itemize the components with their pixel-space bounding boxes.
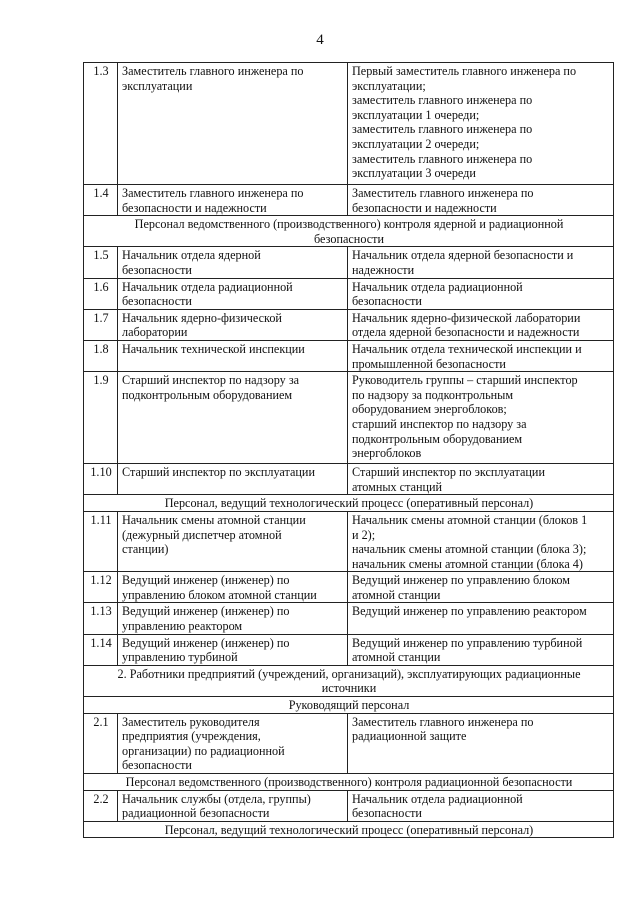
position-text: безопасности и надежности [122,200,267,215]
subdivision-text: эксплуатации 1 очереди; [352,107,480,122]
section-header-row [84,821,614,838]
position-text: Начальник службы (отдела, группы) [122,791,311,806]
subdivision-text: Начальник отдела радиационной [352,279,523,294]
subdivision-cell [348,634,614,665]
row-number: 1.6 [84,278,118,309]
table-row [84,790,614,821]
section-header-row [84,697,614,714]
page-number: 4 [316,32,324,48]
row-number: 1.13 [84,603,118,634]
position-text: Старший инспектор по эксплуатации [122,465,315,480]
subdivision-text: эксплуатации 3 очереди [352,166,476,181]
section-header [84,665,614,696]
position-cell [118,603,348,634]
position-text: лаборатории [122,325,188,340]
subdivision-cell [348,247,614,278]
subdivision-text: энергоблоков [352,446,422,461]
position-cell [118,185,348,216]
section-header-text: 2. Работники предприятий (учреждений, организаций), эксплуатирующих радиационные [117,666,581,681]
subdivision-cell [348,185,614,216]
section-header [84,216,614,247]
subdivision-text: Первый заместитель главного инженера по [352,64,577,78]
subdivision-cell [348,278,614,309]
subdivision-text: по надзору за подконтрольным [352,387,514,402]
position-cell [118,309,348,340]
table-row [84,247,614,278]
subdivision-text: заместитель главного инженера по [352,93,533,108]
section-header-text: Персонал, ведущий технологический процесс (оперативный персонал) [164,496,534,511]
row-number: 1.7 [84,309,118,340]
subdivision-cell [348,464,614,495]
table-row [84,309,614,340]
subdivision-text: атомной станции [352,587,441,602]
section-header-row [84,495,614,512]
subdivision-text: Начальник ядерно-физической лаборатории [352,310,581,325]
subdivision-text: Ведущий инженер по управлению блоком [352,573,570,588]
position-text: предприятия (учреждения, [122,729,261,744]
section-header [84,495,614,512]
position-text: радиационной безопасности [122,806,270,821]
row-number: 1.10 [84,464,118,495]
subdivision-text: заместитель главного инженера по [352,151,533,166]
position-cell [118,511,348,571]
table-row [84,464,614,495]
position-cell [118,713,348,773]
subdivision-text: Заместитель главного инженера по [352,714,534,729]
subdivision-text: оборудованием энергоблоков; [352,402,507,417]
subdivision-text: атомной станции [352,650,441,665]
row-number: 2.1 [84,713,118,773]
table-row [84,634,614,665]
subdivision-text: заместитель главного инженера по [352,122,533,137]
row-number: 1.8 [84,340,118,371]
position-text: Начальник отдела радиационной [122,279,293,294]
row-number: 1.5 [84,247,118,278]
position-text: безопасности [122,758,192,773]
subdivision-text: эксплуатации 2 очереди; [352,136,480,151]
subdivision-text: Ведущий инженер по управлению реактором [352,604,587,619]
section-header-text: Персонал ведомственного (производственного) контроля радиационной безопасности [125,775,573,789]
position-cell [118,278,348,309]
subdivision-text: и 2); [352,527,376,542]
position-text: управлению блоком атомной станции [122,587,317,602]
subdivision-text: Начальник отдела радиационной [352,791,523,806]
subdivision-text: атомных станций [352,479,443,494]
subdivision-text: безопасности и надежности [352,200,497,215]
position-cell [118,247,348,278]
position-text: подконтрольным оборудованием [122,387,293,402]
position-text: Начальник смены атомной станции [122,512,306,527]
position-text: управлению турбиной [122,650,238,665]
subdivision-text: начальник смены атомной станции (блока 4) [352,556,583,571]
row-number: 1.12 [84,572,118,603]
subdivision-cell [348,63,614,185]
position-text: организации) по радиационной [122,743,285,758]
position-cell [118,372,348,464]
table-row [84,340,614,371]
subdivision-cell [348,340,614,371]
subdivision-text: Заместитель главного инженера по [352,186,534,200]
table-row [84,63,614,185]
position-text: безопасности [122,262,192,277]
subdivision-text: Начальник отдела ядерной безопасности и [352,248,574,263]
subdivision-cell [348,790,614,821]
subdivision-text: Руководитель группы – старший инспектор [352,373,578,388]
subdivision-text: безопасности [352,294,422,309]
position-text: Начальник технической инспекции [122,341,305,356]
subdivision-text: безопасности [352,806,422,821]
row-number: 2.2 [84,790,118,821]
subdivision-cell [348,572,614,603]
row-number: 1.14 [84,634,118,665]
subdivision-text: начальник смены атомной станции (блока 3); [352,542,587,557]
position-text: Заместитель руководителя [122,714,260,729]
position-cell [118,63,348,185]
row-number: 1.11 [84,511,118,571]
table-row [84,572,614,603]
section-header [84,821,614,838]
positions-table [83,62,614,838]
position-text: Старший инспектор по надзору за [122,373,300,388]
section-header-text: Персонал, ведущий технологический процесс (оперативный персонал) [164,822,534,837]
position-text: Заместитель главного инженера по [122,64,304,78]
section-header-text: источники [321,681,377,696]
subdivision-text: промышленной безопасности [352,356,506,371]
row-number: 1.3 [84,63,118,185]
section-header-row [84,665,614,696]
table-row [84,511,614,571]
subdivision-cell [348,511,614,571]
position-text: Ведущий инженер (инженер) по [122,604,290,619]
section-header-text: Персонал ведомственного (производственного) контроля ядерной и радиационной [134,217,564,232]
subdivision-text: Начальник смены атомной станции (блоков 1 [352,512,588,527]
row-number: 1.9 [84,372,118,464]
section-header-text: безопасности [314,231,384,246]
subdivision-text: радиационной защите [352,729,467,744]
table-row [84,185,614,216]
position-cell [118,790,348,821]
subdivision-cell [348,603,614,634]
row-number: 1.4 [84,185,118,216]
table-row [84,278,614,309]
position-text: (дежурный диспетчер атомной [122,527,282,542]
position-text: Начальник ядерно-физической [122,310,282,325]
position-text: Заместитель главного инженера по [122,186,304,200]
position-text: безопасности [122,294,192,309]
subdivision-text: старший инспектор по надзору за [352,416,527,431]
section-header-row [84,774,614,791]
position-text: Ведущий инженер (инженер) по [122,573,290,588]
position-text: станции) [122,542,169,557]
subdivision-text: Начальник отдела технической инспекции и [352,341,582,356]
section-header [84,697,614,714]
subdivision-text: надежности [352,262,415,277]
position-text: Начальник отдела ядерной [122,248,261,263]
position-text: эксплуатации [122,78,193,93]
section-header-text: Руководящий персонал [288,698,410,713]
position-text: Ведущий инженер (инженер) по [122,635,290,650]
subdivision-text: Старший инспектор по эксплуатации [352,465,545,480]
section-header-row [84,216,614,247]
position-cell [118,572,348,603]
section-header [84,774,614,791]
position-cell [118,634,348,665]
subdivision-text: подконтрольным оборудованием [352,431,523,446]
table-row [84,713,614,773]
subdivision-cell [348,713,614,773]
subdivision-cell [348,309,614,340]
subdivision-text: эксплуатации; [352,78,426,93]
position-text: управлению реактором [122,619,243,634]
subdivision-cell [348,372,614,464]
position-cell [118,464,348,495]
position-cell [118,340,348,371]
subdivision-text: Ведущий инженер по управлению турбиной [352,635,583,650]
subdivision-text: отдела ядерной безопасности и надежности [352,325,580,340]
table-row [84,372,614,464]
table-row [84,603,614,634]
